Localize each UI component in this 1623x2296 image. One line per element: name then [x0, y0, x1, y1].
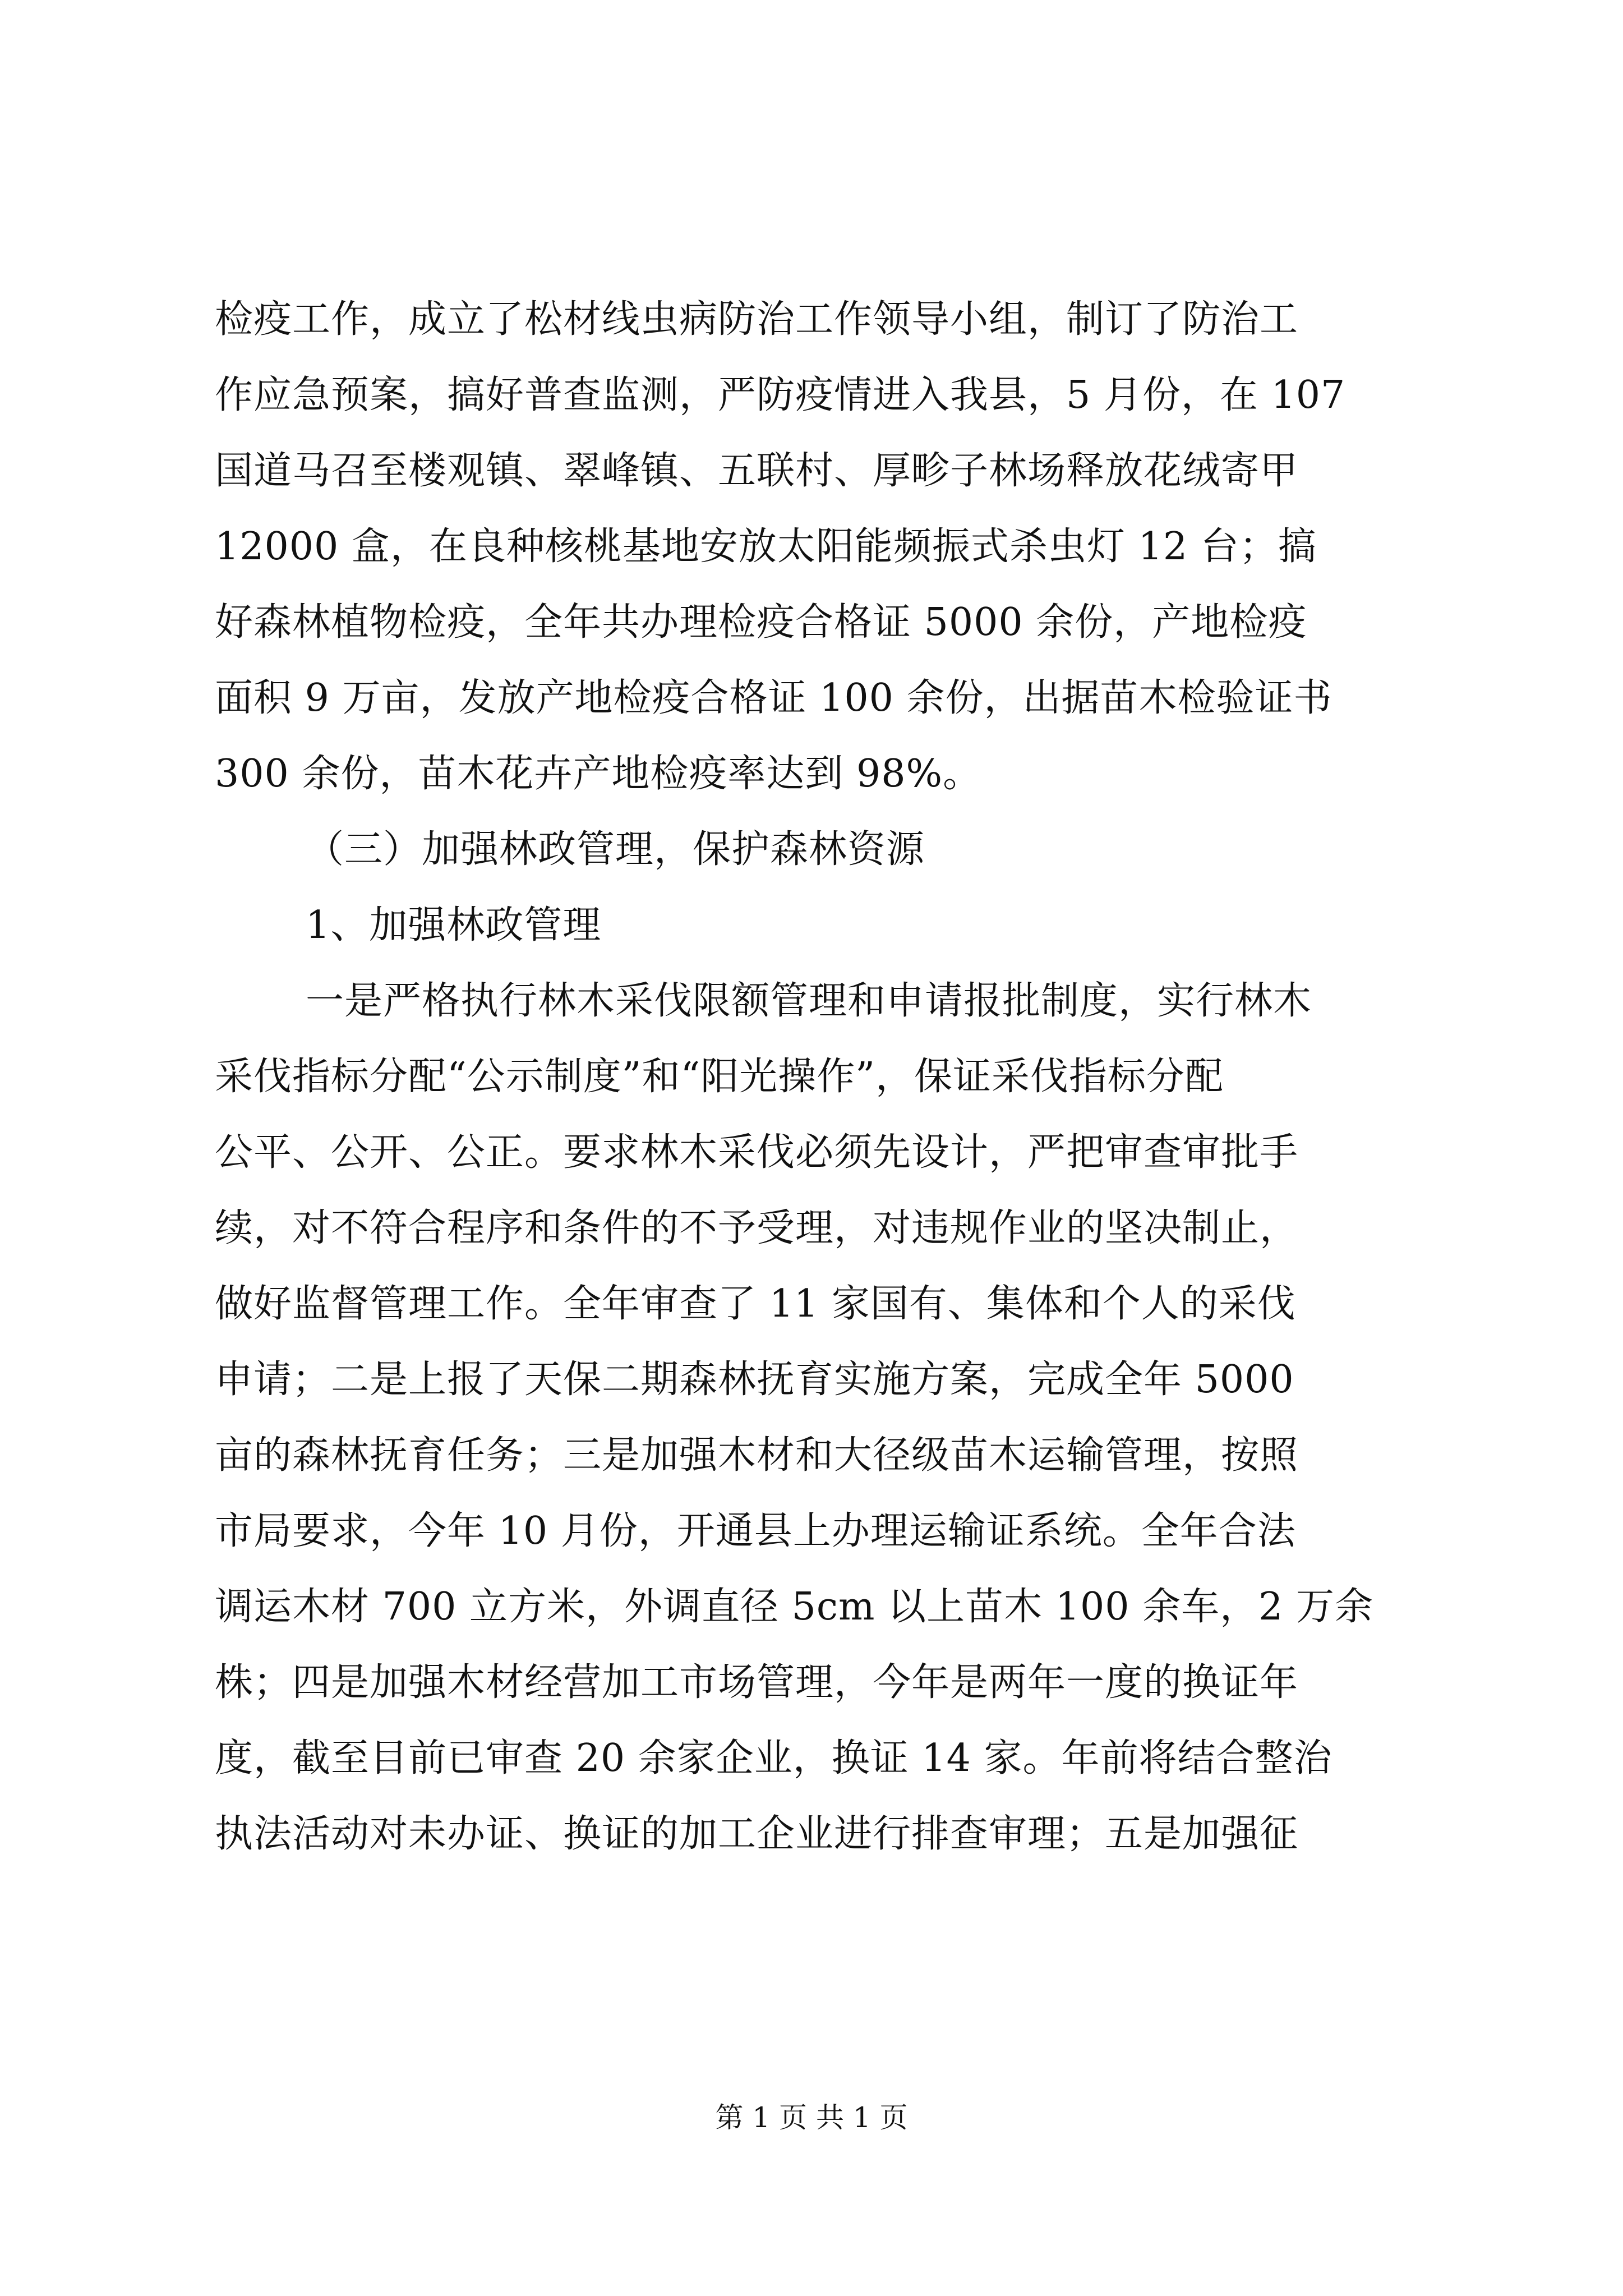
body-line-11: 采伐指标分配“公示制度”和“阳光操作”，保证采伐指标分配: [215, 1055, 1224, 1099]
body-line-2: 作应急预案，搞好普查监测，严防疫情进入我县，5 月份，在 107: [215, 373, 1346, 417]
body-line-16: 亩的森林抚育任务；三是加强木材和大径级苗木运输管理，按照: [215, 1433, 1299, 1478]
body-line-3: 国道马召至楼观镇、翠峰镇、五联村、厚畛子林场释放花绒寄甲: [215, 449, 1299, 493]
body-line-21: 执法活动对未办证、换证的加工企业进行排查审理；五是加强征: [215, 1812, 1299, 1856]
body-line-4: 12000 盒，在良种核桃基地安放太阳能频振式杀虫灯 12 台；搞: [215, 524, 1317, 569]
body-line-7: 300 余份，苗木花卉产地检疫率达到 98%。: [215, 752, 982, 796]
subsection-heading: 1、加强林政管理: [306, 903, 602, 947]
body-line-12: 公平、公开、公正。要求林木采伐必须先设计，严把审查审批手: [215, 1130, 1299, 1175]
body-line-18: 调运木材 700 立方米，外调直径 5cm 以上苗木 100 余车，2 万余: [215, 1585, 1373, 1629]
body-line-6: 面积 9 万亩，发放产地检疫合格证 100 余份，出据苗木检验证书: [215, 676, 1332, 720]
body-line-15: 申请；二是上报了天保二期森林抚育实施方案，完成全年 5000: [215, 1358, 1294, 1402]
body-line-10: 一是严格执行林木采伐限额管理和申请报批制度，实行林木: [306, 979, 1312, 1023]
page-footer: 第 1 页 共 1 页: [715, 2101, 908, 2134]
body-line-13: 续，对不符合程序和条件的不予受理，对违规作业的坚决制止，: [215, 1206, 1299, 1250]
body-line-17: 市局要求，今年 10 月份，开通县上办理运输证系统。全年合法: [215, 1509, 1296, 1553]
body-line-14: 做好监督管理工作。全年审查了 11 家国有、集体和个人的采伐: [215, 1282, 1296, 1326]
body-line-20: 度，截至目前已审查 20 余家企业，换证 14 家。年前将结合整治: [215, 1736, 1332, 1780]
body-line-19: 株；四是加强木材经营加工市场管理，今年是两年一度的换证年: [215, 1660, 1299, 1705]
body-line-5: 好森林植物检疫，全年共办理检疫合格证 5000 余份，产地检疫: [215, 600, 1307, 645]
body-line-1: 检疫工作，成立了松材线虫病防治工作领导小组，制订了防治工: [215, 297, 1299, 342]
section-heading: （三）加强林政管理，保护森林资源: [306, 827, 925, 872]
